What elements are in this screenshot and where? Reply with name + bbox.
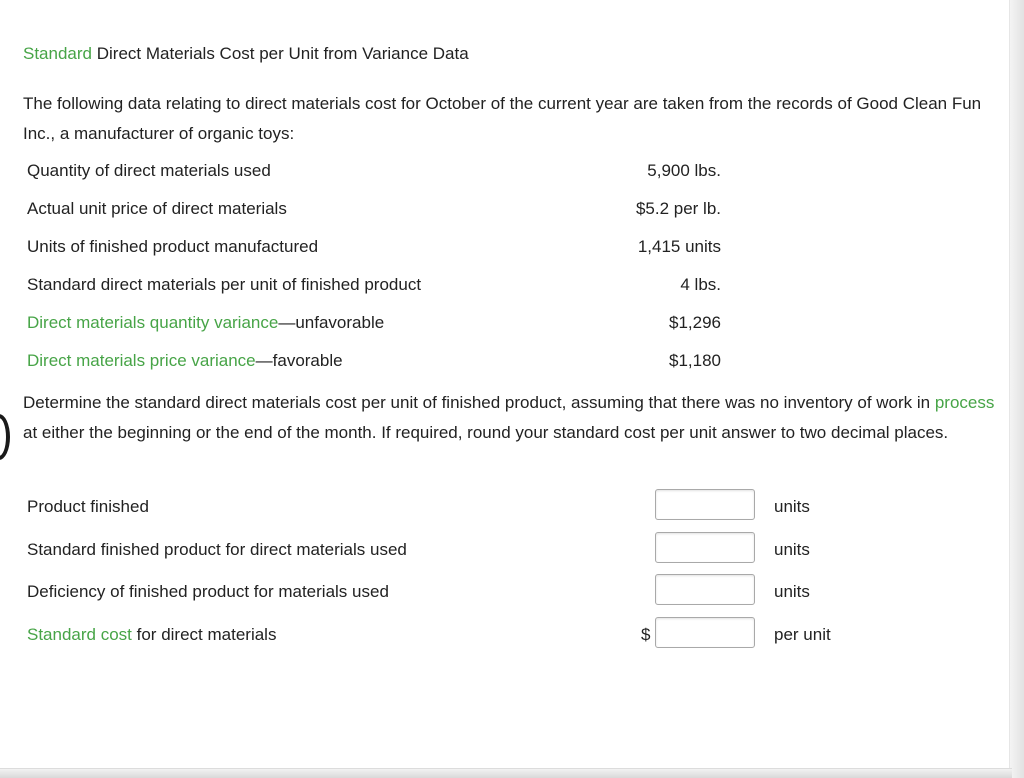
data-value: $1,296	[669, 313, 721, 332]
data-row	[27, 309, 727, 347]
question-paragraph	[23, 388, 1008, 448]
answer-unit: units	[774, 539, 810, 559]
answer-label	[27, 496, 149, 518]
data-value: 4 lbs.	[680, 275, 721, 294]
data-label-text: Actual unit price of direct materials	[27, 199, 287, 218]
intro-paragraph: The following data relating to direct materials cost for October of the current year are taken from the records of Good Clean Fun Inc., a manufacturer of organic toys:	[23, 94, 982, 143]
answer-label	[27, 539, 407, 561]
answer-row	[27, 530, 927, 573]
dollar-sign: $	[641, 624, 651, 644]
question-marker-icon	[0, 414, 10, 460]
bottom-edge	[0, 768, 1012, 778]
problem-title	[23, 44, 469, 64]
data-label	[27, 347, 343, 375]
answer-row	[27, 487, 927, 530]
data-label-text: Standard direct materials per unit of finished product	[27, 275, 422, 294]
quantity-variance-link[interactable]: Direct materials quantity variance	[27, 313, 279, 332]
data-row	[27, 157, 727, 195]
answer-label-text: Deficiency of finished product for materials used	[27, 582, 389, 601]
answer-unit: units	[774, 582, 810, 601]
data-label-text: —favorable	[255, 351, 343, 370]
deficiency-input[interactable]	[655, 574, 755, 605]
data-label	[27, 195, 287, 223]
data-label	[27, 309, 384, 337]
data-label-text: Units of finished product manufactured	[27, 237, 319, 256]
answer-unit: units	[774, 497, 810, 516]
answer-label-text: Product finished	[27, 497, 149, 516]
standard-cost-input[interactable]	[655, 617, 755, 648]
answer-row	[27, 615, 927, 658]
data-row	[27, 271, 727, 309]
standard-cost-link[interactable]: Standard cost	[27, 624, 132, 644]
product-finished-input[interactable]	[655, 489, 755, 520]
answer-table	[27, 487, 927, 657]
question-text: at either the beginning or the end of the month. If required, round your standard cost per unit answer to two decimal places.	[23, 423, 949, 442]
data-label-text: —unfavorable	[278, 313, 385, 332]
answer-row	[27, 572, 927, 615]
title-text: Direct Materials Cost per Unit from Variance Data	[96, 44, 469, 63]
process-link[interactable]: process	[934, 393, 995, 412]
data-label	[27, 157, 271, 185]
scrollbar-edge	[1009, 0, 1024, 778]
data-label-text: Quantity of direct materials used	[27, 161, 271, 180]
data-value: 5,900 lbs.	[647, 161, 721, 180]
data-row	[27, 347, 727, 385]
answer-label	[27, 581, 389, 603]
answer-label-text: Standard finished product for direct materials used	[27, 539, 407, 559]
answer-label-text: for direct materials	[131, 624, 277, 644]
answer-label	[27, 624, 276, 646]
data-row	[27, 195, 727, 233]
data-value: $1,180	[669, 351, 721, 370]
data-value: 1,415 units	[637, 237, 721, 256]
data-label	[27, 271, 421, 299]
data-value: $5.2 per lb.	[635, 199, 721, 218]
data-label	[27, 233, 318, 261]
standard-link[interactable]: Standard	[23, 44, 92, 63]
price-variance-link[interactable]: Direct materials price variance	[27, 351, 256, 370]
data-row	[27, 233, 727, 271]
answer-unit: per unit	[774, 624, 831, 644]
data-table	[27, 157, 727, 385]
question-text: Determine the standard direct materials cost per unit of finished product, assuming that there was no inventory of work in	[23, 393, 935, 412]
standard-finished-product-input[interactable]	[655, 532, 755, 563]
